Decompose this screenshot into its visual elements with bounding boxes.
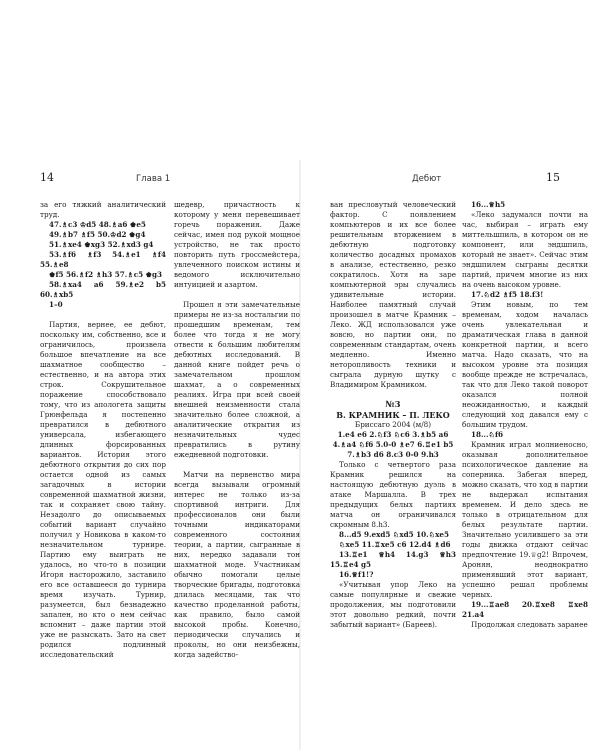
game-result: 1–0 [49, 300, 63, 309]
move-line: ♚f5 56.♗f2 ♗h3 57.♗c5 ♚g3 [49, 270, 163, 279]
paragraph: Крамник играл молниеносно, оказывая дополнительное психологическое давление на соперника. Забегая вперед, можно сказать, что ход в партии не выдержал испытания временем. И дело здесь не только в отрицательном для белых результате партии. Значительно усилившего за эти годы движка отдают сейчас предпочтение 19.♕g2! Впрочем, Аронян, неоднократно применявший этот вариант, успешно решал проблемы черных. [462, 440, 588, 599]
paragraph: Партия, вернее, ее дебют, поскольку им, собственно, все и ограничилось, произвела большое впечатление на все шахматное сообщество – естественно, и на автора этих строк. Сокрушительное поражение способствовало тому, что из апологета защиты Грюнфельда я постепенно превратился в дебютного универсала, избегающего длинных форсированных вариантов. История этого дебютного открытия до сих пор остается одной из самых загадочных в истории современной шахматной жизни, так и сохраняет свою тайну. Незадолго до описываемых событий вариант случайно получил у Новикова в каком-то незначительном турнире. Партию ему выиграть не удалось, но что-то в позиции Игоря насторожило, заставило его все оставшееся до турнира время изучать. Турнир, разумеется, был безнадежно запален, но кто о нем сейчас вспомнит – даже партии этой уже не разыскать. Зато на свет родился подлинный исследовательский [40, 320, 166, 659]
game-number: №3 [385, 400, 401, 410]
paragraph: «Леко задумался почти на час, выбирая – играть ему миттельшпиль, в котором он не компонент, или эндшпиль, который не знает». Сейчас этим эндшпилем сыграны десятки партий, причем многие из них на очень высоком уровне. [462, 210, 588, 289]
move-line: ♘xe5 11.♖xe5 c6 12.d4 ♗d6 [339, 540, 451, 549]
right-running-head: Дебют [412, 174, 442, 184]
game-event: Бриссаго 2004 (м/8) [354, 420, 432, 429]
move-line: 51.♗xe4 ♚xg3 52.♗xd3 g4 [49, 240, 154, 249]
move-line: 8...d5 9.exd5 ♘xd5 10.♘xe5 [339, 530, 449, 539]
left-running-head: Глава 1 [136, 174, 171, 184]
move-line: 49.♗b7 ♗f5 50.♔d2 ♚g4 [49, 230, 146, 239]
move-line: 17.♘d2 ♗f5 18.f3! [471, 290, 544, 299]
move-line: 53.♗f6 ♗f3 54.♗e1 ♗f4 55.♗e8 [40, 250, 166, 269]
paragraph: Этим новым, по тем временам, ходом началась очень увлекательная и драматическая глава в данной конкретной партии, и всего матча. Надо сказать, что на высоком уровне эта позиция вообще прежде не встречалась, так что для Леко такой поворот оказался полной неожиданностью, и каждый следующий ход давался ему с большим трудом. [462, 300, 588, 429]
move-line: 16.♕f1!? [339, 570, 374, 579]
game-players: В. КРАМНИК – П. ЛЕКО [336, 410, 450, 420]
move-line: 47.♗c3 ♔d5 48.♗a6 ♚e5 [49, 220, 146, 229]
move-line: 58.♗xa4 a6 59.♗e2 b5 60.♗xb5 [40, 280, 166, 299]
paragraph: Продолжая следовать заранее [471, 620, 588, 629]
right-page-column-2 [462, 200, 588, 630]
left-page-number: 14 [40, 171, 54, 184]
move-list [40, 220, 166, 310]
left-page-column-2 [174, 200, 300, 660]
left-page-column-1 [40, 200, 166, 660]
paragraph: Только с четвертого раза Крамник решился на настоящую дебютную дуэль в атаке Маршалла. В трех предыдущих белых партиях матча он ограничивался скромным 8.h3. [330, 460, 456, 529]
move-line: 18...♘f6 [471, 430, 504, 439]
paragraph: Прошел я эти замечательные примеры не из-за ностальгии по прошедшим временам, тем более что тогда я не могу отвести к большим любителям дебютных исследований. В данной книге пойдет речь о замечательном прошлом шахмат, а о современных реалиях. Игра при всей своей внешней неизменности стала значительно более сложной, а аналитические открытия из незначительных чудес превратились в рутину ежедневной подготовки. [174, 300, 300, 459]
move-line: 16...♕h5 [471, 200, 506, 209]
paragraph: шедевр, причастность к которому у меня перевешивает горечь поражения. Даже сейчас, имея под рукой мощное устройство, не так просто повторить путь гроссмейстера, увлеченного поиском истины и ведомого исключительно интуицией и азартом. [174, 200, 300, 289]
paragraph: Матчи на первенство мира всегда вызывали огромный интерес не только из-за спортивной интриги. Для профессионалов они были точными индикаторами современного состояния теории, а партии, сыгранные в них, нередко задавали тон шахматной моде. Участникам обычно помогали целые творческие бригады, подготовка длилась месяцами, так что качество проделанной работы, как правило, было самой высокой пробы. Конечно, периодически случались и проколы, но они неизбежны, когда задейство- [174, 470, 300, 659]
right-page-number: 15 [546, 171, 560, 184]
paragraph: «Учитывая упор Леко на самые популярные и свежие продолжения, мы подготовили этот довольно редкий, почти забытый вариант» (Бареев). [330, 580, 456, 629]
move-line: 13.♖e1 ♕h4 14.g3 ♕h3 15.♖e4 g5 [330, 550, 456, 569]
paragraph: за его тяжкий аналитический труд. [40, 200, 166, 219]
move-line: 4.♗a4 ♘f6 5.0-0 ♗e7 6.♖e1 b5 [332, 440, 454, 449]
move-line: 1.e4 e6 2.♘f3 ♘c6 3.♗b5 a6 [337, 430, 449, 439]
move-line: 19...♖ae8 20.♖xe8 ♖xe8 21.a4 [462, 600, 588, 619]
paragraph: ван пресловутый человеческий фактор. С появлением компьютеров и их все более решительным вторжением в дебютную подготовку количество досадных промахов в анализе, естественно, резко сократилось. Хотя на заре компьютерной эры случались удивительные истории. Наиболее памятный случай произошел в матче Крамник – Леко. ЖД использовался уже вовсю, но партии они, по современным стандартам, очень медленно. Именно неторопливость техники и сыграла дурную шутку с Владимиром Крамником. [330, 200, 456, 389]
move-line: 7.♗b3 d6 8.c3 0-0 9.h3 [347, 450, 439, 459]
right-page-column-1 [330, 200, 456, 630]
